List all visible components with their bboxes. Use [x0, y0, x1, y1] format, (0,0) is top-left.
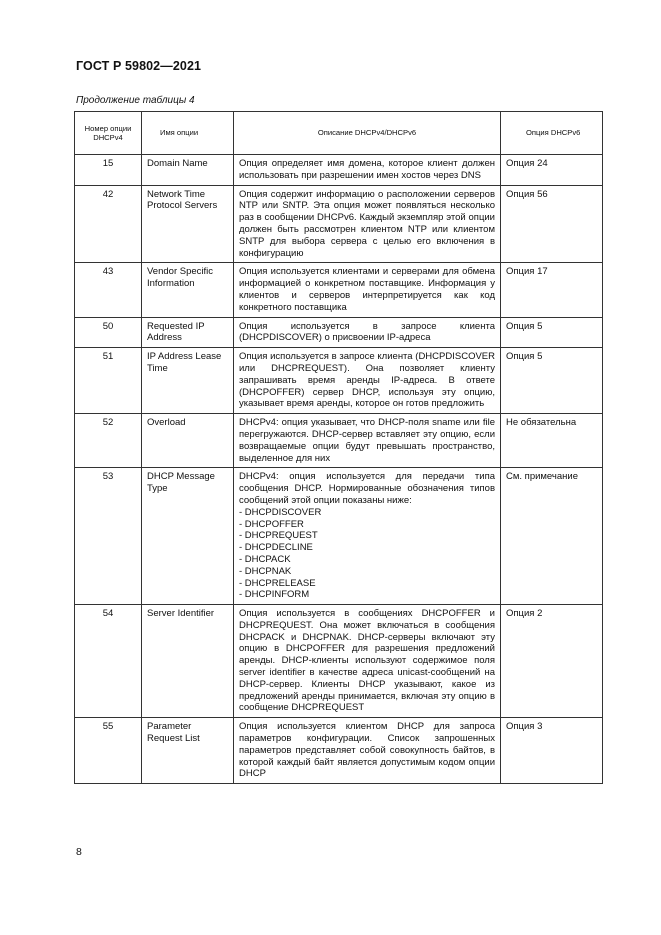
option-name: DHCP Message Type	[142, 468, 234, 605]
option-dhcpv6: Опция 5	[501, 348, 603, 414]
option-number: 50	[75, 317, 142, 348]
table-header-row	[75, 112, 603, 155]
option-description: Опция используется в запросе клиента (DHCPDISCOVER) о присвоении IP-адреса	[234, 317, 501, 348]
option-number: 53	[75, 468, 142, 605]
header-dhcpv6: Опция DHCPv6	[501, 112, 603, 155]
option-description: Опция используется в запросе клиента (DHCPDISCOVER или DHCPREQUEST). Она позволяет клиенту запрашивать время аренды IP-адреса. В ответе (DHCPOFFER) сервер DHCP, используя эту опцию, указывает время аренды, которое он готов предложить	[234, 348, 501, 414]
option-dhcpv6: Опция 5	[501, 317, 603, 348]
option-dhcpv6: Опция 24	[501, 155, 603, 186]
table-row	[75, 414, 603, 468]
table-caption: Продолжение таблицы 4	[76, 95, 195, 106]
option-dhcpv6: См. примечание	[501, 468, 603, 605]
option-description: Опция определяет имя домена, которое клиент должен использовать при разрешении имен хостов через DNS	[234, 155, 501, 186]
table-row	[75, 718, 603, 784]
option-name: Vendor Specific Information	[142, 263, 234, 317]
header-description: Описание DHCPv4/DHCPv6	[234, 112, 501, 155]
table-row	[75, 185, 603, 263]
option-dhcpv6: Не обязательна	[501, 414, 603, 468]
option-dhcpv6: Опция 2	[501, 605, 603, 718]
header-name: Имя опции	[142, 112, 234, 155]
option-number: 42	[75, 185, 142, 263]
table-row	[75, 155, 603, 186]
option-name: Parameter Request List	[142, 718, 234, 784]
option-description: Опция используется клиентом DHCP для запроса параметров конфигурации. Список запрошенных параметров представляет собой совокупность байтов, в которой каждый байт является допустимым кодом опции DHCP	[234, 718, 501, 784]
option-name: Overload	[142, 414, 234, 468]
table-row	[75, 348, 603, 414]
option-number: 15	[75, 155, 142, 186]
option-description-text: DHCPv4: опция используется для передачи типа сообщения DHCP. Нормированные обозначения типов сообщений этой опции показаны ниже:	[239, 471, 495, 506]
table-row	[75, 317, 603, 348]
option-dhcpv6: Опция 56	[501, 185, 603, 263]
header-number: Номер опции DHCPv4	[75, 112, 142, 155]
table-row	[75, 605, 603, 718]
option-description	[234, 468, 501, 605]
option-number: 52	[75, 414, 142, 468]
options-table	[74, 111, 603, 784]
option-name: Domain Name	[142, 155, 234, 186]
page-number: 8	[76, 846, 82, 858]
option-name: Network Time Protocol Servers	[142, 185, 234, 263]
option-description: Опция используется в сообщениях DHCPOFFER и DHCPREQUEST. Она может включаться в сообщения DHCPACK и DHCPNAK. DHCP-серверы включают эту опцию в DHCPOFFER для разрешения предложений аренды. DHCP-клиенты используют содержимое поля server identifier в качестве адреса unicast-сообщений на DHCP-сервер. Клиенты DHCP указывают, какое из предложений аренды принимается, включая эту опцию в сообщение DHCPREQUEST	[234, 605, 501, 718]
option-number: 43	[75, 263, 142, 317]
option-description: Опция используется клиентами и серверами для обмена информацией о конкретном поставщике. Информация у клиентов и серверов интерпретируется как код конкретного поставщика	[234, 263, 501, 317]
option-description: DHCPv4: опция указывает, что DHCP-поля sname или file перегружаются. DHCP-сервер вставляет эту опцию, если возвращаемые опции будут превышать пространство, выделенное для них	[234, 414, 501, 468]
option-number: 54	[75, 605, 142, 718]
option-name: Server Identifier	[142, 605, 234, 718]
standard-title: ГОСТ Р 59802—2021	[76, 59, 202, 73]
table-row	[75, 468, 603, 605]
table-row	[75, 263, 603, 317]
option-name: Requested IP Address	[142, 317, 234, 348]
option-name: IP Address Lease Time	[142, 348, 234, 414]
option-number: 51	[75, 348, 142, 414]
option-number: 55	[75, 718, 142, 784]
option-dhcpv6: Опция 3	[501, 718, 603, 784]
message-type-list: - DHCPDISCOVER - DHCPOFFER - DHCPREQUEST - DHCPDECLINE - DHCPACK - DHCPNAK - DHCPRELEASE - DHCPINFORM	[239, 506, 322, 601]
option-description: Опция содержит информацию о расположении серверов NTP или SNTP. Эта опция может появляться несколько раз в сообщении DHCPv6. Каждый экземпляр этой опции должен быть рассмотрен клиентом NTP или клиентом SNTP для выбора сервера с целью его включения в конфигурацию	[234, 185, 501, 263]
option-dhcpv6: Опция 17	[501, 263, 603, 317]
